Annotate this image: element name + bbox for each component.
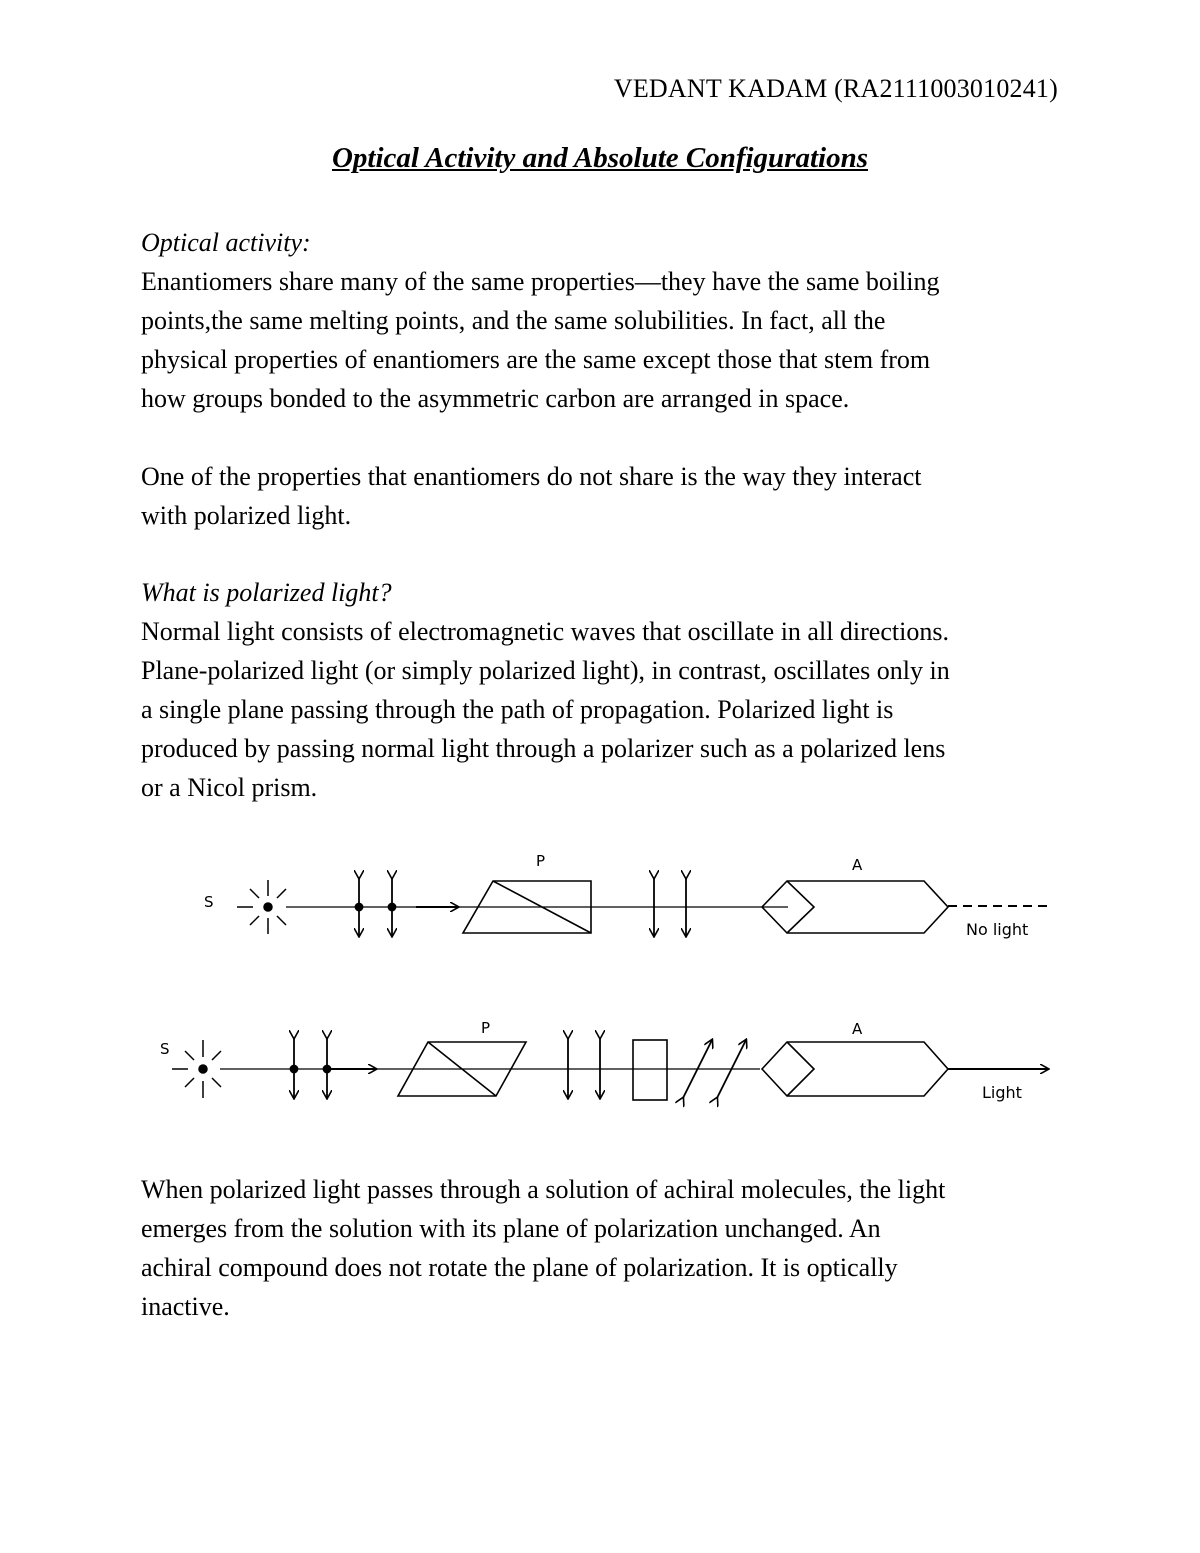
text-line: inactive. — [141, 1292, 230, 1321]
source-label: S — [160, 1040, 170, 1058]
text-line: points,the same melting points, and the same solubilities. In fact, all the — [141, 306, 886, 335]
polarized-wave-arrows-icon — [568, 1038, 600, 1098]
output-label-no-light: No light — [966, 920, 1029, 939]
polarizer-label: P — [536, 852, 546, 870]
diagram-row-light — [160, 1019, 1048, 1102]
polarimeter-diagram — [140, 840, 1070, 1130]
text-line: a single plane passing through the path of propagation. Polarized light is — [141, 695, 894, 724]
diagram-row-no-light — [204, 852, 1052, 939]
paragraph-polarized-light — [141, 612, 1071, 807]
polarizer-label: P — [481, 1019, 491, 1037]
output-label-light: Light — [982, 1083, 1022, 1102]
analyzer-prism-icon — [762, 1042, 948, 1096]
section-heading-polarized-light: What is polarized light? — [141, 578, 392, 607]
author-header: VEDANT KADAM (RA2111003010241) — [613, 74, 1058, 103]
text-line: with polarized light. — [141, 501, 352, 530]
text-line: achiral compound does not rotate the plane of polarization. It is optically — [141, 1253, 898, 1282]
text-line: emerges from the solution with its plane of polarization unchanged. An — [141, 1214, 881, 1243]
text-line: One of the properties that enantiomers do not share is the way they interact — [141, 462, 922, 491]
text-line: Enantiomers share many of the same properties—they have the same boiling — [141, 267, 940, 296]
paragraph-enantiomers-properties — [141, 262, 1071, 418]
text-line: produced by passing normal light through a polarizer such as a polarized lens — [141, 734, 946, 763]
text-line: how groups bonded to the asymmetric carbon are arranged in space. — [141, 384, 850, 413]
text-line: physical properties of enantiomers are the same except those that stem from — [141, 345, 931, 374]
source-label: S — [204, 893, 214, 911]
analyzer-prism-icon — [762, 881, 948, 933]
paragraph-polarized-interaction — [141, 457, 1071, 535]
text-line: Plane-polarized light (or simply polarized light), in contrast, oscillates only in — [141, 656, 950, 685]
analyzer-label: A — [852, 856, 863, 874]
analyzer-label: A — [852, 1020, 863, 1038]
text-line: or a Nicol prism. — [141, 773, 318, 802]
text-line: When polarized light passes through a solution of achiral molecules, the light — [141, 1175, 946, 1204]
text-line: Normal light consists of electromagnetic waves that oscillate in all directions. — [141, 617, 949, 646]
paragraph-achiral-molecules — [141, 1170, 1071, 1326]
light-source-icon — [237, 880, 286, 934]
unpolarized-wave-arrows-icon — [291, 1038, 331, 1098]
light-source-icon — [172, 1040, 221, 1098]
page-title: Optical Activity and Absolute Configurations — [331, 142, 869, 174]
sample-tube-icon — [633, 1040, 667, 1100]
section-heading-optical-activity: Optical activity: — [141, 228, 311, 257]
